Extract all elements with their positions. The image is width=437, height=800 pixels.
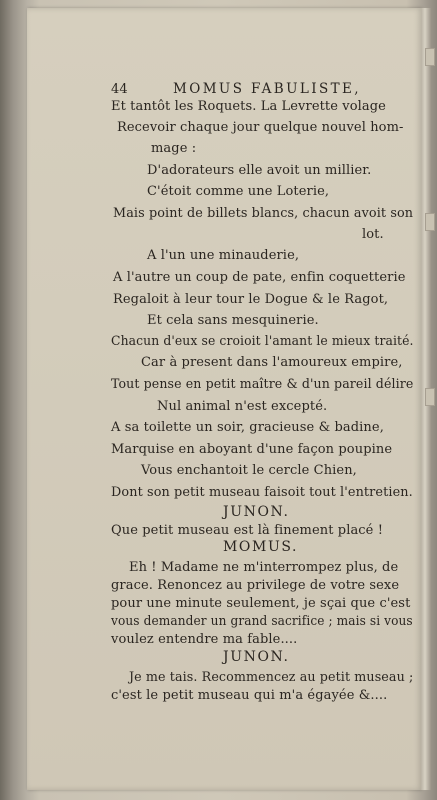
dialogue-line: c'est le petit museau qui m'a égayée &.... bbox=[111, 688, 388, 703]
speaker-name: JUNON. bbox=[223, 649, 290, 665]
page-text bbox=[27, 8, 421, 790]
text-line: Et tantôt les Roquets. La Levrette volage bbox=[111, 99, 386, 114]
text-line: Mais point de billets blancs, chacun avoit son bbox=[113, 206, 414, 221]
text-line: Nul animal n'est excepté. bbox=[157, 399, 328, 414]
dialogue-line: grace. Renoncez au privilege de votre sexe bbox=[111, 578, 400, 593]
text-line: Dont son petit museau faisoit tout l'entretien. bbox=[111, 485, 413, 500]
dialogue-line: Je me tais. Recommencez au petit museau ; bbox=[129, 670, 414, 685]
text-line: Marquise en aboyant d'une façon poupine bbox=[111, 442, 393, 457]
running-title: MOMUS FABULISTE, bbox=[173, 81, 361, 97]
text-line: Regaloit à leur tour le Dogue & le Ragot, bbox=[113, 292, 389, 307]
text-line: Tout pense en petit maître & d'un pareil délire bbox=[111, 377, 414, 392]
text-line: A sa toilette un soir, gracieuse & badine, bbox=[111, 420, 384, 435]
text-line: C'étoit comme une Loterie, bbox=[147, 184, 330, 199]
text-line: D'adorateurs elle avoit un millier. bbox=[147, 163, 372, 178]
book-page bbox=[27, 8, 421, 790]
text-line: lot. bbox=[362, 227, 384, 242]
text-line: A l'un une minauderie, bbox=[147, 248, 300, 263]
text-line: Recevoir chaque jour quelque nouvel hom- bbox=[117, 120, 404, 135]
page-number: 44 bbox=[111, 82, 128, 97]
text-line: Et cela sans mesquinerie. bbox=[147, 313, 319, 328]
dialogue-line: pour une minute seulement, je sçai que c'est bbox=[111, 596, 411, 611]
dialogue-line: voulez entendre ma fable.... bbox=[111, 632, 298, 647]
dialogue-line: Eh ! Madame ne m'interrompez plus, de bbox=[129, 560, 399, 575]
dialogue-line: Que petit museau est là finement placé ! bbox=[111, 523, 384, 538]
speaker-name: JUNON. bbox=[223, 504, 290, 520]
text-line: Vous enchantoit le cercle Chien, bbox=[141, 463, 357, 478]
text-line: A l'autre un coup de pate, enfin coquetterie bbox=[113, 270, 406, 285]
speaker-name: MOMUS. bbox=[223, 539, 299, 555]
text-line: Chacun d'eux se croioit l'amant le mieux traité. bbox=[111, 334, 414, 349]
text-line: mage : bbox=[151, 141, 197, 156]
dialogue-line: vous demander un grand sacrifice ; mais si vous bbox=[111, 614, 413, 629]
page-tab-marker bbox=[425, 213, 435, 231]
page-tab-marker bbox=[425, 48, 435, 66]
text-line: Car à present dans l'amoureux empire, bbox=[141, 355, 403, 370]
page-tab-marker bbox=[425, 388, 435, 406]
